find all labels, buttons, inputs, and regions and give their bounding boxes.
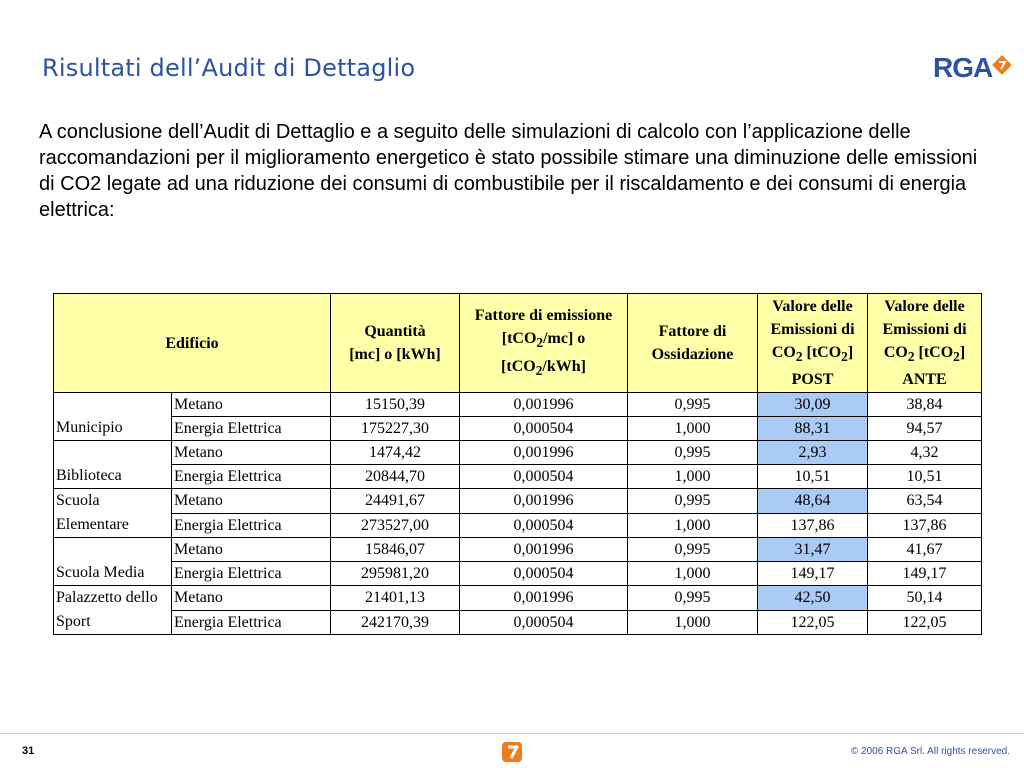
cell-tipo: Energia Elettrica [172,610,331,635]
cell-edificio: Palazzetto dello Sport [54,586,172,635]
cell-ante: 50,14 [868,586,982,611]
header-post-sub1: 2 [795,349,803,365]
cell-tipo: Metano [172,538,331,562]
header-ante-sub2: 2 [953,349,960,365]
cell-fattore-ossidazione: 0,995 [628,393,758,417]
cell-tipo: Metano [172,441,331,465]
cell-tipo: Energia Elettrica [172,417,331,441]
cell-ante: 38,84 [868,393,982,417]
header-fattore-emissione [460,294,628,393]
table-row [54,489,982,514]
rga-mark-icon [501,741,523,763]
table-row [54,610,982,635]
header-fe-line2b: 2 [536,335,544,351]
table-row [54,513,982,538]
rga-logo [933,52,1011,82]
table-row [54,441,982,465]
cell-tipo: Energia Elettrica [172,562,331,586]
cell-quantita: 15846,07 [331,538,460,562]
cell-quantita: 242170,39 [331,610,460,635]
cell-post: 48,64 [758,489,868,514]
cell-fattore-emissione: 0,000504 [460,513,628,538]
cell-fattore-ossidazione: 0,995 [628,489,758,514]
cell-quantita: 15150,39 [331,393,460,417]
cell-edificio: Municipio [54,393,172,441]
cell-fattore-emissione: 0,000504 [460,465,628,489]
cell-post: 149,17 [758,562,868,586]
cell-fattore-ossidazione: 1,000 [628,610,758,635]
cell-ante: 4,32 [868,441,982,465]
cell-fattore-ossidazione: 1,000 [628,513,758,538]
cell-tipo: Energia Elettrica [172,513,331,538]
cell-post: 122,05 [758,610,868,635]
cell-post: 88,31 [758,417,868,441]
header-post-tco: [tCO [802,344,842,361]
cell-fattore-emissione: 0,000504 [460,417,628,441]
cell-post: 2,93 [758,441,868,465]
table-row [54,465,982,489]
cell-ante: 10,51 [868,465,982,489]
header-fe-line3c: /kWh] [542,357,586,375]
header-ante-co: CO [883,344,908,361]
cell-post: 10,51 [758,465,868,489]
page-number: 31 [22,745,35,757]
cell-post: 30,09 [758,393,868,417]
cell-tipo: Energia Elettrica [172,465,331,489]
table-row [54,562,982,586]
cell-edificio: Scuola Media [54,538,172,586]
header-fe-line2c: /mc] o [543,330,586,348]
cell-tipo: Metano [172,393,331,417]
table-row [54,393,982,417]
cell-fattore-ossidazione: 0,995 [628,441,758,465]
cell-fattore-emissione: 0,001996 [460,393,628,417]
cell-quantita: 20844,70 [331,465,460,489]
cell-edificio: Biblioteca [54,441,172,489]
header-post-line1: Valore delle Emissioni di [770,298,855,338]
rga-logo-text: RGA [933,52,993,82]
cell-fattore-ossidazione: 0,995 [628,586,758,611]
cell-fattore-ossidazione: 1,000 [628,465,758,489]
cell-ante: 149,17 [868,562,982,586]
cell-ante: 63,54 [868,489,982,514]
header-ante [868,294,982,393]
header-ante-line3: ANTE [902,371,947,389]
cell-post: 31,47 [758,538,868,562]
cell-quantita: 295981,20 [331,562,460,586]
header-post-co: CO [771,344,796,361]
emissions-table [53,293,982,635]
footer-divider [0,733,1024,734]
header-ante-line1: Valore delle Emissioni di [882,298,967,338]
cell-fattore-emissione: 0,001996 [460,586,628,611]
table-header-row [54,294,982,393]
cell-quantita: 24491,67 [331,489,460,514]
header-post [758,294,868,393]
header-ante-tco: [tCO [914,344,954,361]
header-quantita-line1: Quantità [364,323,426,341]
cell-fattore-ossidazione: 1,000 [628,562,758,586]
table-row [54,586,982,611]
cell-fattore-emissione: 0,000504 [460,562,628,586]
cell-ante: 94,57 [868,417,982,441]
table-row [54,417,982,441]
header-quantita-line2: [mc] o [kWh] [349,346,441,364]
cell-tipo: Metano [172,586,331,611]
header-fe-line3b: 2 [535,362,543,378]
header-ante-bracket: ] [959,344,966,361]
intro-paragraph: A conclusione dell’Audit di Dettaglio e a seguito delle simulazioni di calcolo con l’applicazione delle raccomandazioni per il miglioramento energetico è stato possibile stimare una diminuzione delle emissioni di CO2 legate ad una riduzione dei consumi di combustibile per il riscaldamento e dei consumi di energia elettrica: [39,121,978,221]
header-edificio: Edificio [54,294,331,393]
header-fe-line3a: [tCO [501,357,536,375]
header-post-sub2: 2 [841,349,848,365]
cell-quantita: 1474,42 [331,441,460,465]
cell-quantita: 175227,30 [331,417,460,441]
header-fe-line2a: [tCO [501,330,537,348]
cell-ante: 137,86 [868,513,982,538]
header-fe-line1: Fattore di emissione [474,307,613,325]
cell-quantita: 273527,00 [331,513,460,538]
cell-fattore-emissione: 0,001996 [460,538,628,562]
cell-ante: 41,67 [868,538,982,562]
header-quantita [331,294,460,393]
copyright-text: © 2006 RGA Srl. All rights reserved. [850,746,1010,757]
header-fattore-ossidazione: Fattore di Ossidazione [628,294,758,393]
cell-fattore-emissione: 0,001996 [460,441,628,465]
cell-post: 42,50 [758,586,868,611]
header-ante-sub1: 2 [907,349,915,365]
cell-fattore-ossidazione: 0,995 [628,538,758,562]
cell-post: 137,86 [758,513,868,538]
table-row [54,538,982,562]
page-title: Risultati dell’Audit di Dettaglio [42,54,416,82]
cell-fattore-emissione: 0,001996 [460,489,628,514]
header-post-bracket: ] [847,344,854,361]
cell-tipo: Metano [172,489,331,514]
cell-fattore-emissione: 0,000504 [460,610,628,635]
cell-edificio: Scuola Elementare [54,489,172,538]
header-post-line3: POST [791,371,834,389]
cell-quantita: 21401,13 [331,586,460,611]
cell-ante: 122,05 [868,610,982,635]
cell-fattore-ossidazione: 1,000 [628,417,758,441]
